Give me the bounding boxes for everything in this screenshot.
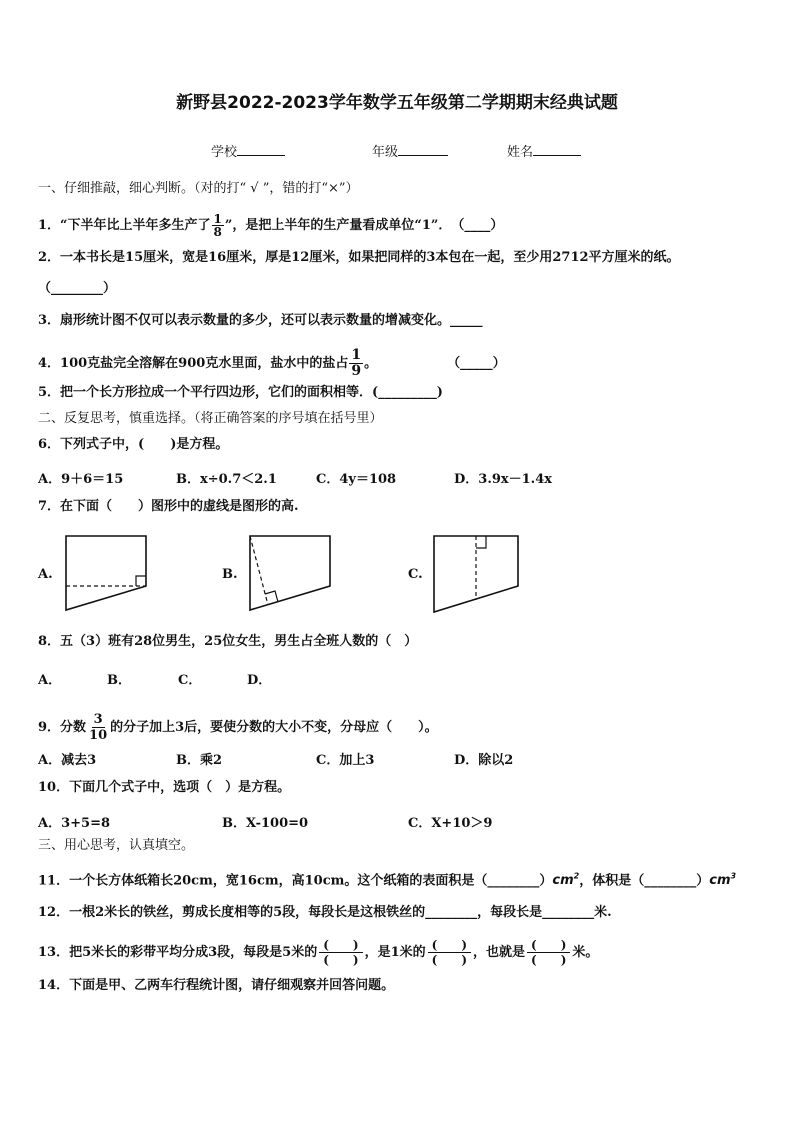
grade-blank[interactable] [398, 143, 448, 156]
q7-label-a[interactable]: A. [38, 567, 53, 582]
question-14: 14．下面是甲、乙两车行程统计图，请仔细观察并回答问题。 [38, 978, 395, 993]
page-title: 新野县2022-2023学年数学五年级第二学期期末经典试题 [176, 93, 618, 113]
blank-fraction[interactable]: $\frac{( )}{( )}$ [428, 938, 471, 967]
question-8: 8．五（3）班有28位男生，25位女生，男生占全班人数的（ ） [38, 634, 418, 649]
q7-figure-b [244, 532, 336, 614]
q7-label-c[interactable]: C. [408, 567, 423, 582]
grade-label: 年级 [372, 145, 399, 160]
school-field [211, 141, 285, 160]
question-5: 5．把一个长方形拉成一个平行四边形，它们的面积相等．(_________) [38, 385, 443, 400]
q10-option-b[interactable]: B．X-100=0 [222, 816, 309, 831]
q9-option-c[interactable]: C．加上3 [316, 753, 375, 768]
name-blank[interactable] [533, 143, 581, 156]
q10-option-c[interactable]: C．X+10＞9 [408, 816, 493, 831]
question-2: 2．一本书长是15厘米，宽是16厘米，厚是12厘米，如果把同样的3本包在一起，至少用2712平方厘米的纸。 [38, 250, 680, 265]
unit-cm3: $cm^3$ [709, 872, 737, 889]
section1-heading: 一、仔细推敲，细心判断。（对的打“ √ ”，错的打“×”） [38, 181, 359, 196]
fraction: $\frac{1}{9}$ [351, 347, 362, 379]
q6-option-b[interactable]: B．x÷0.7＜2.1 [176, 472, 277, 487]
question-12: 12．一根2米长的铁丝，剪成长度相等的5段，每段长是这根铁丝的________，每段长是________米. [38, 905, 612, 920]
grade-field [372, 141, 448, 160]
school-blank[interactable] [237, 143, 285, 156]
name-field [507, 141, 581, 160]
q7-figure-c [430, 532, 522, 614]
section3-heading: 三、用心思考，认真填空。 [38, 838, 195, 853]
question-3: 3．扇形统计图不仅可以表示数量的多少，还可以表示数量的增减变化。_____ [38, 313, 483, 328]
section2-heading: 二、反复思考，慎重选择。（将正确答案的序号填在括号里） [38, 411, 383, 426]
question-10: 10．下面几个式子中，选项（ ）是方程。 [38, 780, 291, 795]
q9-option-a[interactable]: A．减去3 [38, 753, 97, 768]
unit-cm2: $cm^2$ [552, 872, 580, 889]
fraction: $\frac{1}{8}$ [213, 212, 222, 239]
question-6: 6．下列式子中，( )是方程。 [38, 437, 229, 452]
fraction: $\frac{3}{10}$ [89, 712, 108, 743]
name-label: 姓名 [507, 145, 534, 160]
q7-figure-a [60, 532, 152, 614]
q9-option-b[interactable]: B．乘2 [176, 753, 223, 768]
q6-option-d[interactable]: D．3.9x－1.4x [454, 472, 553, 487]
q8-option-c[interactable]: C． [178, 673, 202, 688]
question-1: 1．“下半年比上半年多生产了 $\frac{1}{8}$ ”，是把上半年的生产量看成单位“1”． （____） [38, 212, 504, 239]
q9-option-d[interactable]: D．除以2 [454, 753, 514, 768]
q7-label-b[interactable]: B. [222, 567, 238, 582]
question-7: 7．在下面（ ）图形中的虚线是图形的高. [38, 499, 299, 514]
q8-option-d[interactable]: D． [247, 673, 272, 688]
q8-option-a[interactable]: A． [38, 673, 62, 688]
school-label: 学校 [211, 145, 238, 160]
question-2-answer: （________） [38, 281, 117, 296]
question-4: 4．100克盐完全溶解在900克水里面，盐水中的盐占 $\frac{1}{9}$ 。 （_____） [38, 347, 506, 379]
q6-option-c[interactable]: C．4y＝108 [316, 472, 397, 487]
q8-option-b[interactable]: B． [107, 673, 131, 688]
blank-fraction[interactable]: $\frac{( )}{( )}$ [527, 938, 570, 967]
blank-fraction[interactable]: $\frac{( )}{( )}$ [319, 938, 362, 967]
q10-option-a[interactable]: A．3+5=8 [38, 816, 111, 831]
q6-option-a[interactable]: A．9＋6＝15 [38, 472, 124, 487]
question-9: 9．分数 $\frac{3}{10}$ 的分子加上3后，要使分数的大小不变，分母应（ ）。 [38, 712, 438, 743]
question-11: 11．一个长方体纸箱长20cm，宽16cm，高10cm。这个纸箱的表面积是$(\_\_\_\_\_\_\_\_)cm^2$，体积是$(\_\_\_\_\_\_\_\_)cm^3$ [38, 872, 737, 889]
question-13: 13．把5米长的彩带平均分成3段，每段是5米的 $\frac{( )}{( )}$ ，是1米的 $\frac{( )}{( )}$ ，也就是 $\frac{( )}{( )}$ 米。 [38, 938, 599, 967]
